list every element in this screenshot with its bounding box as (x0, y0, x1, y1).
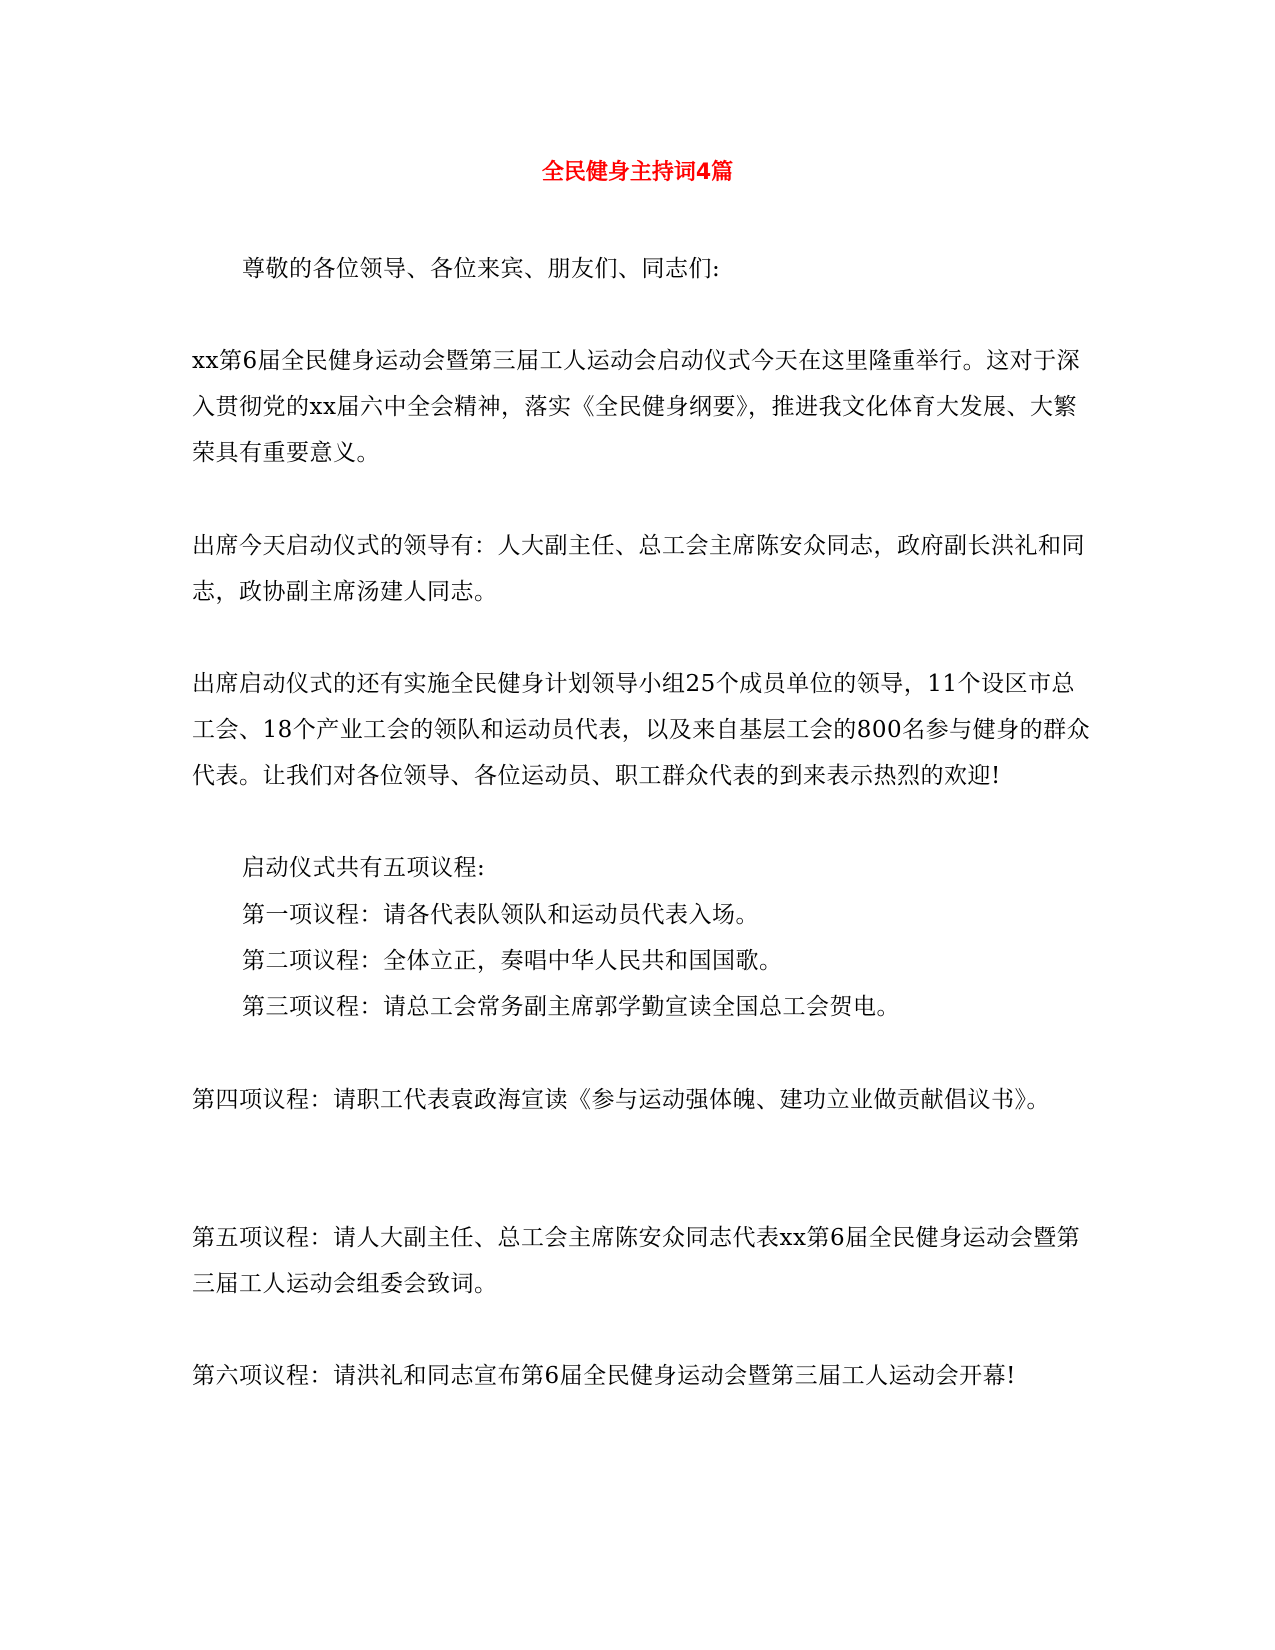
agenda-item-6: 第六项议程：请洪礼和同志宣布第6届全民健身运动会暨第三届工人运动会开幕! (192, 1363, 1016, 1389)
agenda-item-5: 第五项议程：请人大副主任、总工会主席陈安众同志代表xx第6届全民健身运动会暨第三届工人运动会组委会致词。 (192, 1225, 1081, 1297)
page-title: 全民健身主持词4篇 (541, 160, 734, 185)
paragraph-leaders: 出席今天启动仪式的领导有：人大副主任、总工会主席陈安众同志，政府副长洪礼和同志，政协副主席汤建人同志。 (192, 533, 1085, 605)
paragraph-attendees: 出席启动仪式的还有实施全民健身计划领导小组25个成员单位的领导，11个设区市总工会、18个产业工会的领队和运动员代表，以及来自基层工会的800名参与健身的群众代表。让我们对各位领导、各位运动员、职工群众代表的到来表示热烈的欢迎! (192, 671, 1091, 789)
paragraph-opening: xx第6届全民健身运动会暨第三届工人运动会启动仪式今天在这里隆重举行。这对于深入贯彻党的xx届六中全会精神，落实《全民健身纲要》，推进我文化体育大发展、大繁荣具有重要意义。 (192, 348, 1081, 466)
agenda-item-2: 第二项议程：全体立正，奏唱中华人民共和国国歌。 (242, 948, 783, 974)
agenda-intro: 启动仪式共有五项议程: (242, 855, 486, 881)
agenda-item-4: 第四项议程：请职工代表袁政海宣读《参与运动强体魄、建功立业做贡献倡议书》。 (192, 1087, 1050, 1113)
agenda-item-3: 第三项议程：请总工会常务副主席郭学勤宣读全国总工会贺电。 (242, 994, 900, 1020)
salutation: 尊敬的各位领导、各位来宾、朋友们、同志们: (242, 256, 721, 282)
agenda-item-1: 第一项议程：请各代表队领队和运动员代表入场。 (242, 902, 759, 928)
